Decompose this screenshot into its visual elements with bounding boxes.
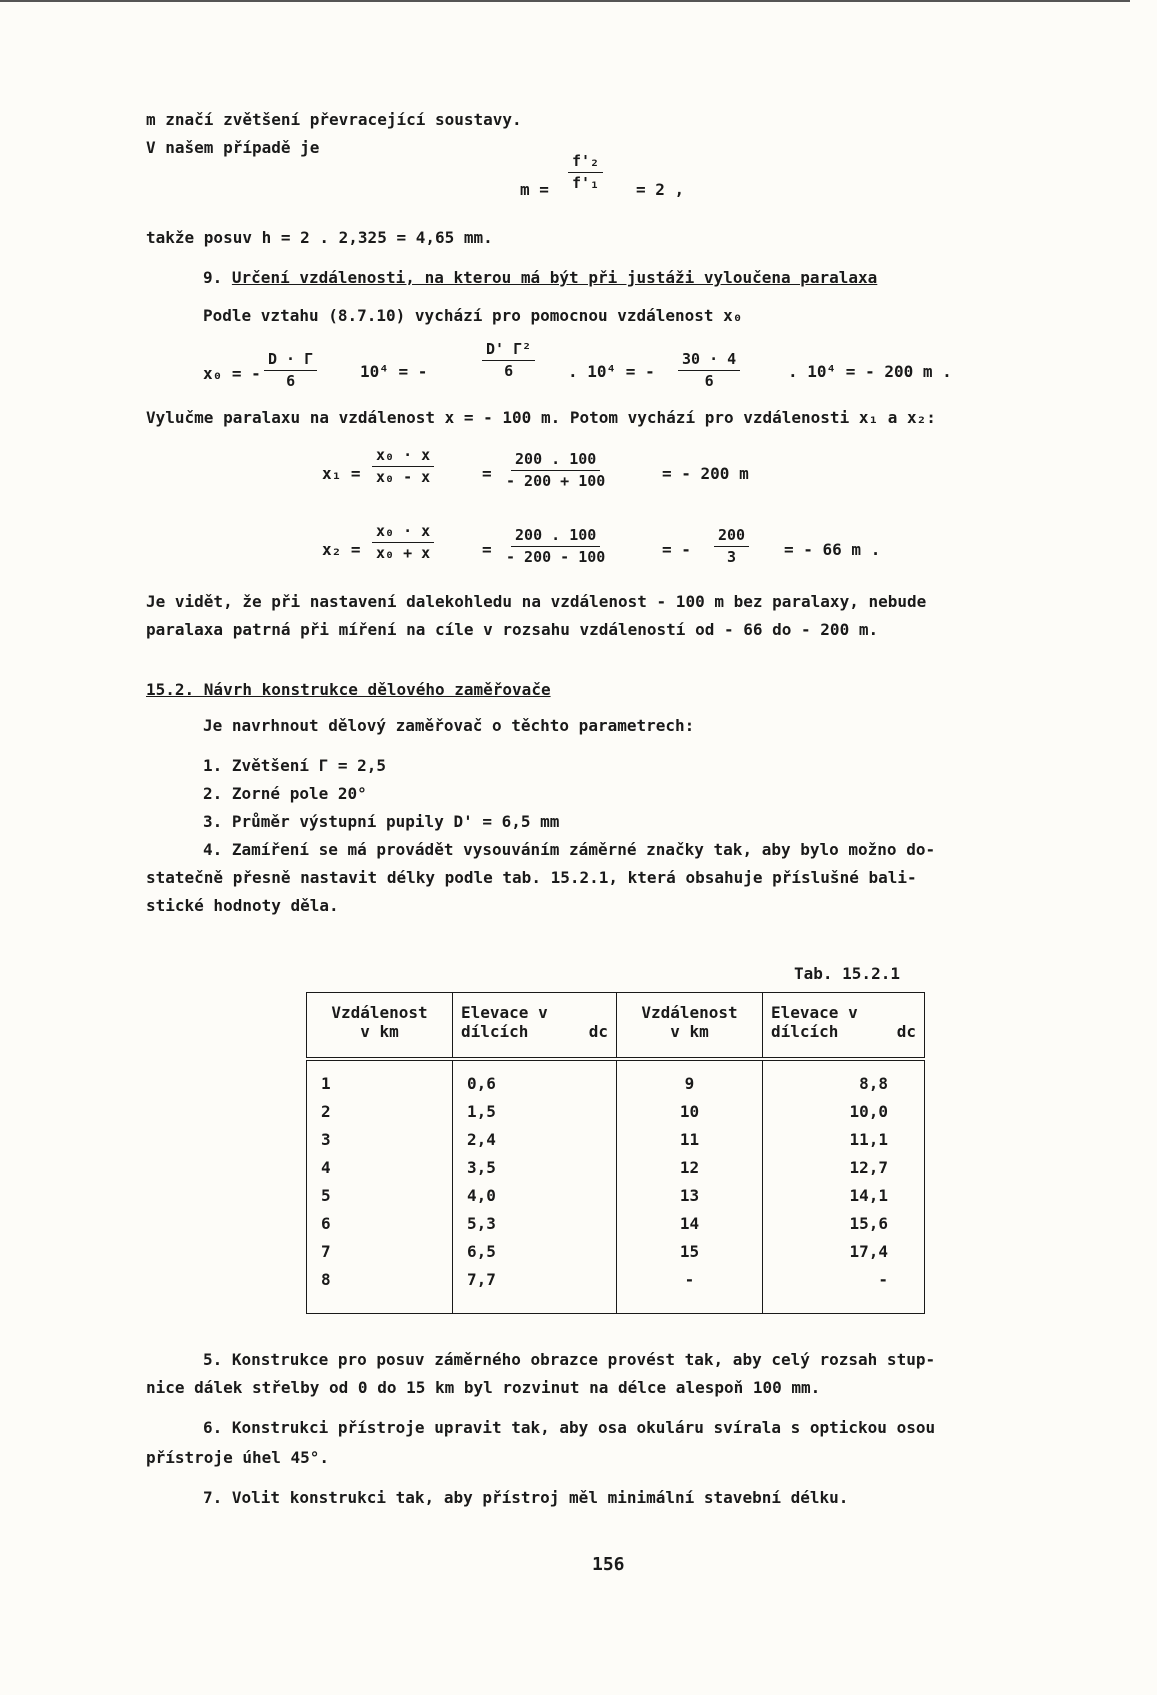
list-item: 4. Zamíření se má provádět vysouváním záměrné značky tak, aby bylo možno do- [203, 840, 936, 859]
table-row: 5 4,0 13 14,1 [307, 1181, 925, 1209]
text-line: paralaxa patrná při míření na cíle v rozsahu vzdáleností od - 66 do - 200 m. [146, 620, 879, 639]
text-line: nice dálek střelby od 0 do 15 km byl rozvinut na délce alespoň 100 mm. [146, 1378, 821, 1397]
text-line: Vylučme paralaxu na vzdálenost x = - 100 m. Potom vychází pro vzdálenosti x₁ a x₂: [146, 408, 936, 427]
table-row: 6 5,3 14 15,6 [307, 1209, 925, 1237]
table-row: 3 2,4 11 11,1 [307, 1125, 925, 1153]
list-item: 3. Průměr výstupní pupily D' = 6,5 mm [203, 812, 560, 831]
text-line: takže posuv h = 2 . 2,325 = 4,65 mm. [146, 228, 493, 247]
table-header-row [307, 993, 925, 1060]
list-item: 1. Zvětšení Γ = 2,5 [203, 756, 387, 775]
text-line: V našem případě je [146, 138, 320, 157]
section-heading: 9. Určení vzdálenosti, na kterou má být při justáži vyloučena paralaxa [203, 268, 878, 287]
list-item: 7. Volit konstrukci tak, aby přístroj měl minimální stavební délku. [203, 1488, 849, 1507]
section-heading: 15.2. Návrh konstrukce dělového zaměřovače [146, 680, 551, 699]
page-number: 156 [592, 1554, 625, 1575]
list-item: 5. Konstrukce pro posuv záměrného obrazce provést tak, aby celý rozsah stup- [203, 1350, 936, 1369]
text-line: m značí zvětšení převracející soustavy. [146, 110, 522, 129]
column-header-elevation: Elevace v dílcích dc [453, 993, 617, 1060]
scan-top-edge [0, 0, 1130, 2]
column-header-elevation: Elevace v dílcích dc [763, 993, 925, 1060]
text-line: Podle vztahu (8.7.10) vychází pro pomocnou vzdálenost x₀ [203, 306, 743, 325]
text-line: stické hodnoty děla. [146, 896, 339, 915]
text-line: přístroje úhel 45°. [146, 1448, 330, 1467]
table-row: 2 1,5 10 10,0 [307, 1097, 925, 1125]
text-line: Je vidět, že při nastavení dalekohledu na vzdálenost - 100 m bez paralaxy, nebude [146, 592, 927, 611]
list-item: 2. Zorné pole 20° [203, 784, 367, 803]
text-line: Je navrhnout dělový zaměřovač o těchto parametrech: [203, 716, 695, 735]
column-header-distance: Vzdálenost v km [617, 993, 763, 1060]
column-header-distance: Vzdálenost v km [307, 993, 453, 1060]
table-caption: Tab. 15.2.1 [794, 964, 900, 983]
table-row: 7 6,5 15 17,4 [307, 1237, 925, 1265]
text-line: statečně přesně nastavit délky podle tab. 15.2.1, která obsahuje příslušné bali- [146, 868, 917, 887]
data-table [306, 992, 925, 1314]
table-row: 1 0,6 9 8,8 [307, 1059, 925, 1097]
table-row: 8 7,7 - - [307, 1265, 925, 1314]
table-row: 4 3,5 12 12,7 [307, 1153, 925, 1181]
list-item: 6. Konstrukci přístroje upravit tak, aby osa okuláru svírala s optickou osou [203, 1418, 936, 1437]
